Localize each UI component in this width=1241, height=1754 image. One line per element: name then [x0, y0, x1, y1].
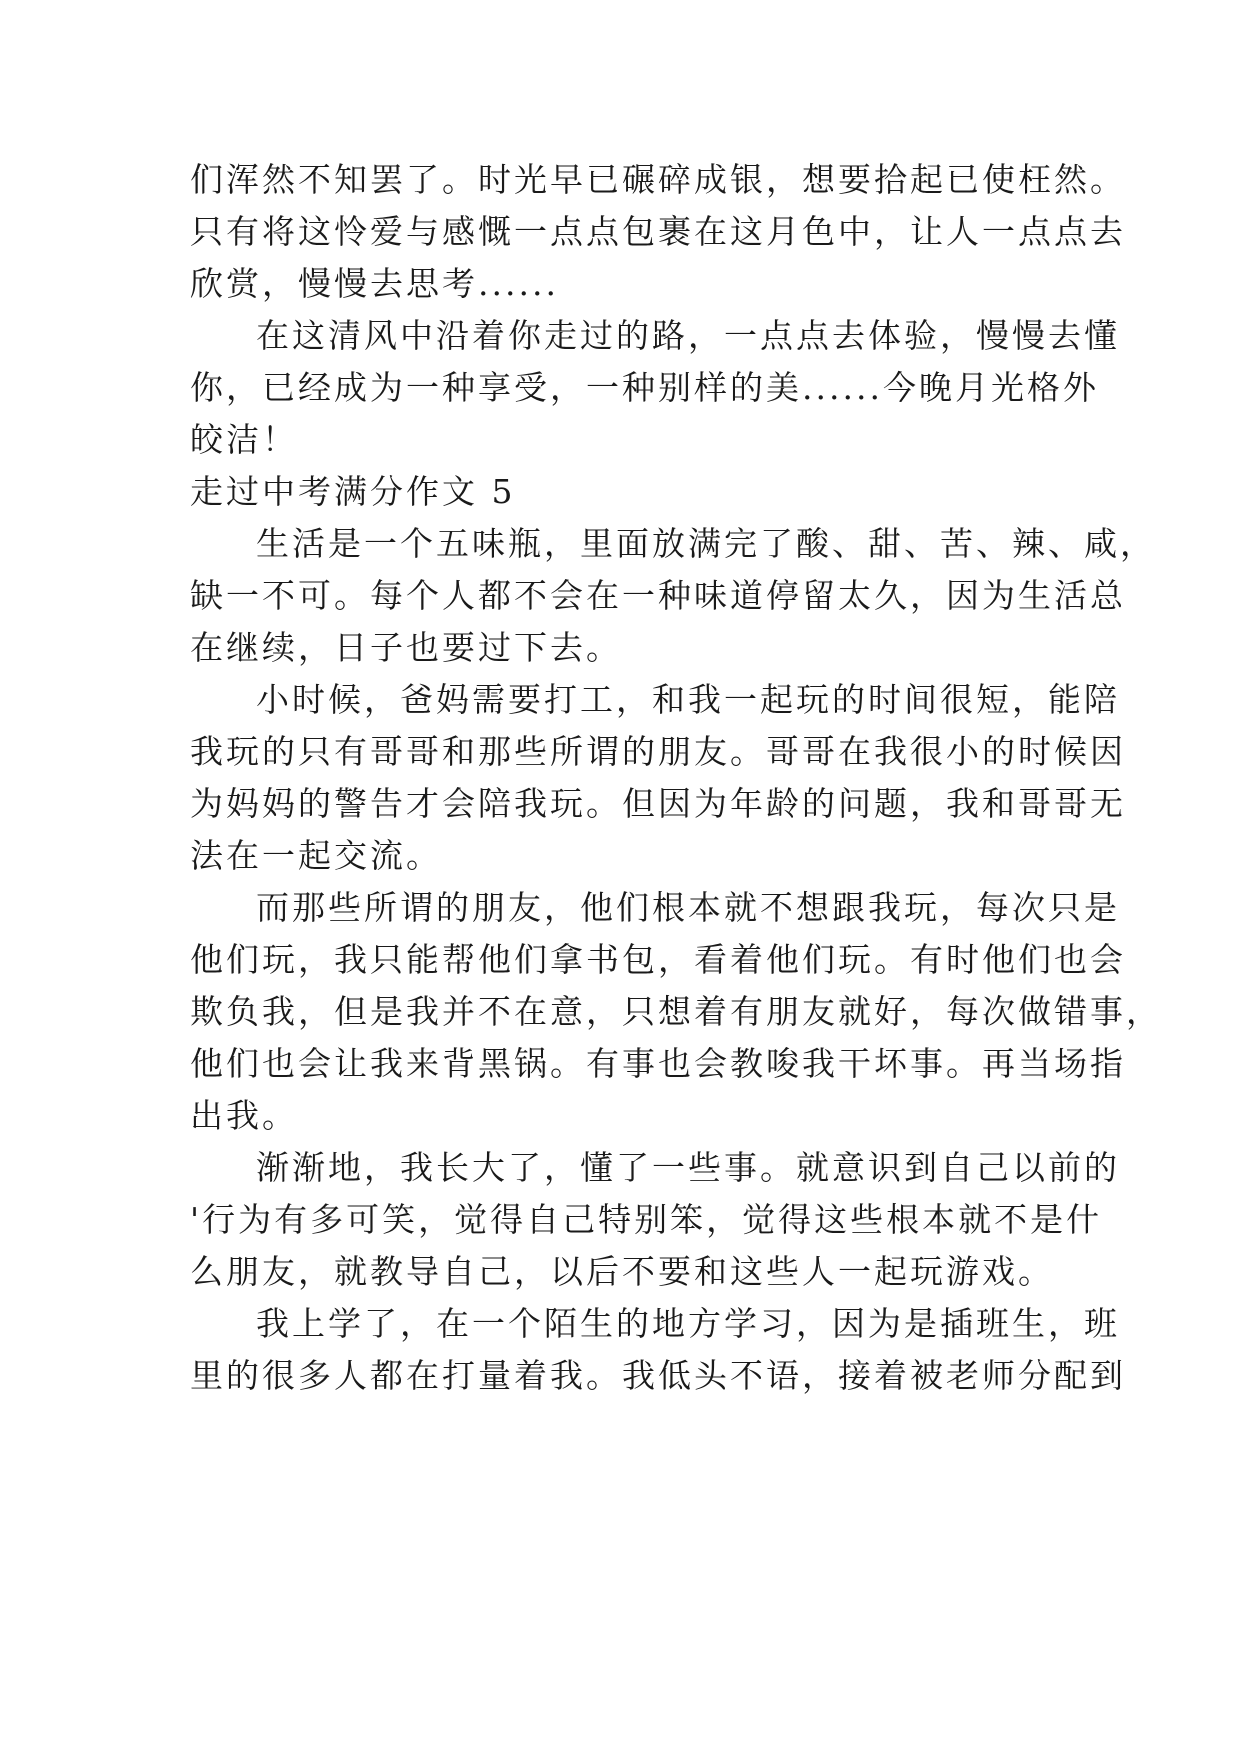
text-line: 他们玩，我只能帮他们拿书包，看着他们玩。有时他们也会 — [190, 940, 1126, 979]
text-line: 在继续，日子也要过下去。 — [190, 628, 622, 667]
text-line: 为妈妈的警告才会陪我玩。但因为年龄的问题，我和哥哥无 — [190, 784, 1126, 823]
paragraph-first-line: 而那些所谓的朋友，他们根本就不想跟我玩，每次只是 — [256, 888, 1120, 927]
text-line: 们浑然不知罢了。时光早已碾碎成银，想要拾起已使枉然。 — [190, 160, 1126, 199]
text-line: 他们也会让我来背黑锅。有事也会教唆我干坏事。再当场指 — [190, 1044, 1126, 1083]
paragraph-first-line: 在这清风中沿着你走过的路，一点点去体验，慢慢去懂 — [256, 316, 1120, 355]
paragraph-first-line: 我上学了，在一个陌生的地方学习，因为是插班生，班 — [256, 1304, 1120, 1343]
text-line: 缺一不可。每个人都不会在一种味道停留太久，因为生活总 — [190, 576, 1126, 615]
text-line: 皎洁！ — [190, 420, 298, 459]
text-line: 里的很多人都在打量着我。我低头不语，接着被老师分配到 — [190, 1356, 1126, 1395]
text-line: 么朋友，就教导自己，以后不要和这些人一起玩游戏。 — [190, 1252, 1054, 1291]
text-line: '行为有多可笑，觉得自己特别笨，觉得这些根本就不是什 — [190, 1200, 1103, 1239]
paragraph-first-line: 生活是一个五味瓶，里面放满完了酸、甜、苦、辣、咸， — [256, 524, 1156, 563]
text-line: 法在一起交流。 — [190, 836, 442, 875]
text-line: 欺负我，但是我并不在意，只想着有朋友就好，每次做错事， — [190, 992, 1162, 1031]
text-line: 你，已经成为一种享受，一种别样的美......今晚月光格外 — [190, 368, 1099, 407]
paragraph-first-line: 渐渐地，我长大了，懂了一些事。就意识到自己以前的 — [256, 1148, 1120, 1187]
paragraph-first-line: 小时候，爸妈需要打工，和我一起玩的时间很短，能陪 — [256, 680, 1120, 719]
text-line: 我玩的只有哥哥和那些所谓的朋友。哥哥在我很小的时候因 — [190, 732, 1126, 771]
text-line: 出我。 — [190, 1096, 298, 1135]
text-line: 只有将这怜爱与感慨一点点包裹在这月色中，让人一点点去 — [190, 212, 1126, 251]
section-heading: 走过中考满分作文 5 — [190, 472, 516, 511]
text-line: 欣赏，慢慢去思考...... — [190, 264, 559, 303]
